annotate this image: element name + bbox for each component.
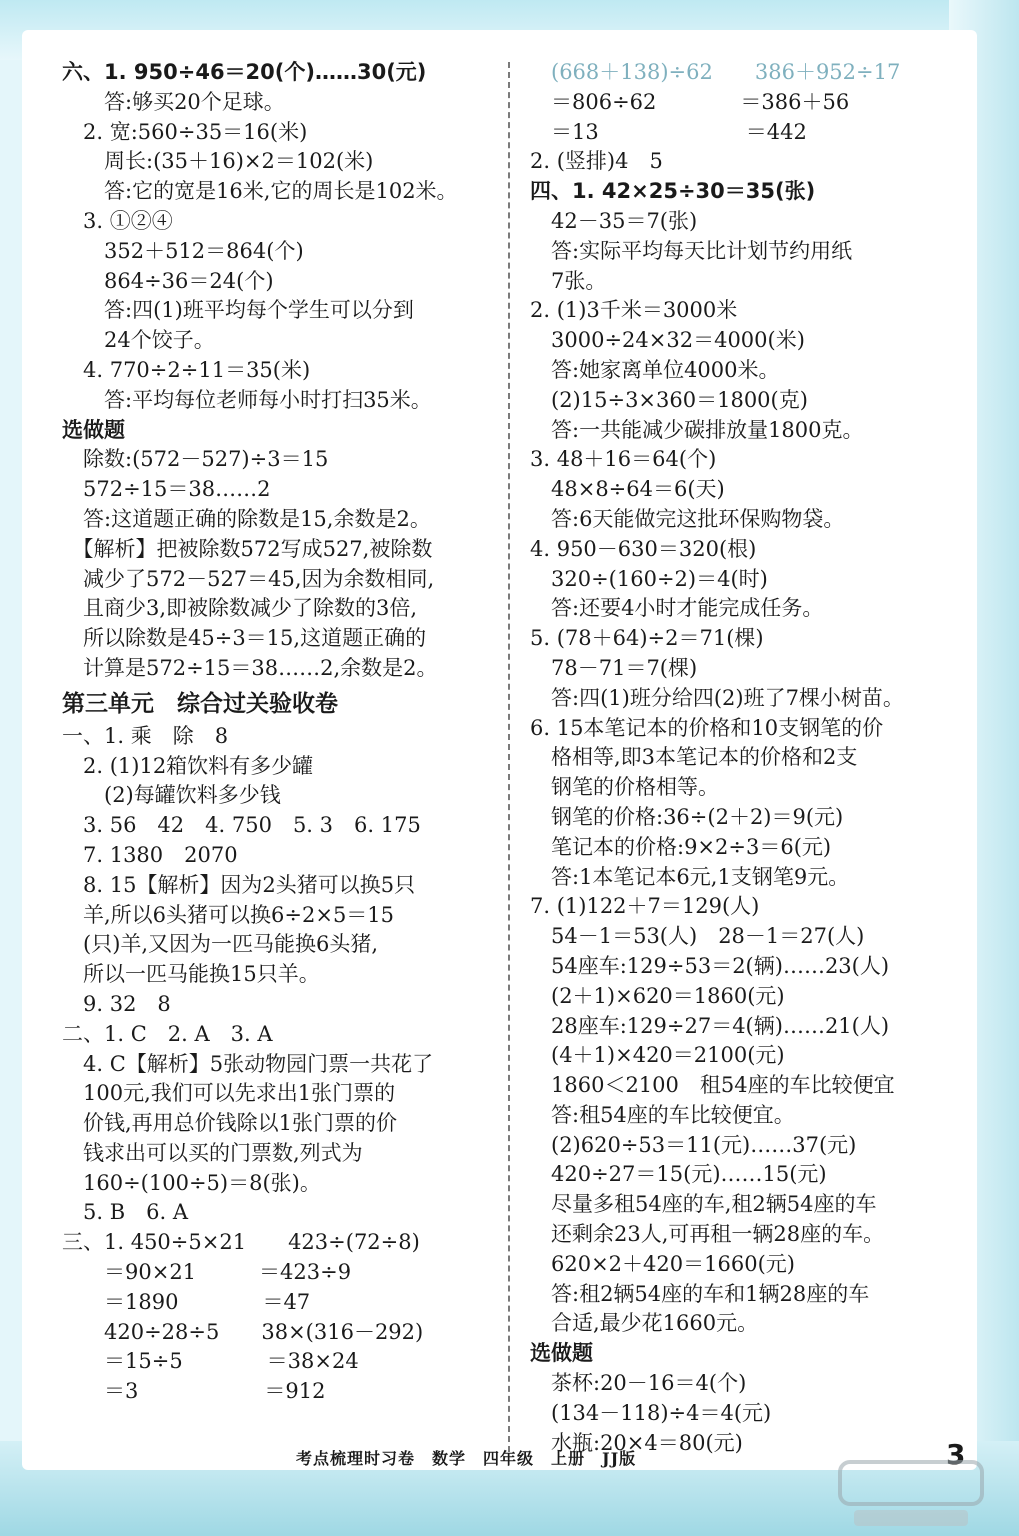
answer-line: 9. 32 8: [62, 991, 171, 1016]
answer-line: 2. (1)3千米＝3000米: [530, 298, 738, 323]
answer-line: (2)每罐饮料多少钱: [62, 783, 281, 808]
answer-line: 2. (竖排)4 5: [530, 149, 663, 174]
answer-line: (2)620÷53＝11(元)……37(元): [530, 1132, 857, 1157]
answer-line: 2. (1)12箱饮料有多少罐: [62, 753, 314, 778]
answer-line: 5. (78＋64)÷2＝71(棵): [530, 626, 764, 651]
calc-line: 三、1. 450÷5×21 423÷(72÷8): [62, 1230, 420, 1255]
calc-line: ＝3 ＝912: [62, 1379, 326, 1404]
answer-line: 答:够买20个足球。: [62, 89, 285, 114]
answer-line: 2. 宽:560÷35＝16(米): [62, 119, 308, 144]
column-divider: [508, 62, 510, 1452]
answer-line: 864÷36＝24(个): [62, 268, 274, 293]
analysis-line: 所以一匹马能换15只羊。: [62, 962, 320, 987]
answer-line: 答:四(1)班平均每个学生可以分到: [62, 298, 414, 323]
answer-line: (2＋1)×620＝1860(元): [530, 983, 785, 1008]
answer-line: 3. 48＋16＝64(个): [530, 447, 717, 472]
answer-line: 钢笔的价格:36÷(2＋2)＝9(元): [530, 804, 844, 829]
answer-line: 答:四(1)班分给四(2)班了7棵小树苗。: [530, 685, 904, 710]
page-footer: 考点梳理时习卷 数学 四年级 上册 JJ版: [296, 1449, 637, 1468]
answer-line: (134－118)÷4＝4(元): [530, 1400, 772, 1425]
answer-line: 24个饺子。: [62, 328, 215, 353]
answer-line: 48×8÷64＝6(天): [530, 477, 725, 502]
calc-line: ＝90×21 ＝423÷9: [62, 1260, 352, 1285]
answer-line: 答:租2辆54座的车和1辆28座的车: [530, 1281, 870, 1306]
answer-line: (2)15÷3×360＝1800(克): [530, 387, 808, 412]
answer-line: 572÷15＝38……2: [62, 477, 271, 502]
analysis-line: 钱求出可以买的门票数,列式为: [62, 1140, 363, 1165]
answer-line: 水瓶:20×4＝80(元): [530, 1430, 743, 1455]
answer-line: 答:一共能减少碳排放量1800克。: [530, 417, 864, 442]
left-column: [62, 58, 492, 1407]
answer-line: 尽量多租54座的车,租2辆54座的车: [530, 1192, 877, 1217]
page-number: 3: [946, 1438, 966, 1471]
answer-line: 7张。: [530, 268, 607, 293]
answer-line: 周长:(35＋16)×2＝102(米): [62, 149, 374, 174]
answer-line: 还剩余23人,可再租一辆28座的车。: [530, 1222, 885, 1247]
answer-line: 420÷27＝15(元)……15(元): [530, 1162, 827, 1187]
answer-line: 答:她家离单位4000米。: [530, 357, 780, 382]
answer-line: 54－1＝53(人) 28－1＝27(人): [530, 924, 865, 949]
unit-title: 第三单元 综合过关验收卷: [62, 690, 338, 717]
watermark-logo: [836, 1458, 986, 1532]
analysis-line: 所以除数是45÷3＝15,这道题正确的: [62, 626, 427, 651]
analysis-line: 160÷(100÷5)＝8(张)。: [62, 1170, 321, 1195]
analysis-line: 4. C【解析】5张动物园门票一共花了: [62, 1051, 434, 1076]
answer-line: 1860＜2100 租54座的车比较便宜: [530, 1073, 895, 1098]
answer-line: 答:租54座的车比较便宜。: [530, 1102, 795, 1127]
answer-line: 答:这道题正确的除数是15,余数是2。: [62, 506, 431, 531]
calc-line: ＝806÷62 ＝386＋56: [530, 89, 850, 114]
answer-line: 28座车:129÷27＝4(辆)……21(人): [530, 1013, 890, 1038]
answer-line: 54座车:129÷53＝2(辆)……23(人): [530, 953, 890, 978]
answer-line: 5. B 6. A: [62, 1200, 189, 1225]
answer-line: 答:还要4小时才能完成任务。: [530, 596, 824, 621]
calc-line: ＝1890 ＝47: [62, 1289, 311, 1314]
analysis-line: 计算是572÷15＝38……2,余数是2。: [62, 655, 438, 680]
answer-line: 答:平均每位老师每小时打扫35米。: [62, 387, 432, 412]
answer-line: 7. (1)122＋7＝129(人): [530, 894, 760, 919]
analysis-line: 100元,我们可以先求出1张门票的: [62, 1081, 396, 1106]
right-column: [530, 58, 970, 1458]
answer-line: 320÷(160÷2)＝4(时): [530, 566, 768, 591]
calc-line: (668＋138)÷62 386＋952÷17: [530, 60, 901, 84]
answer-line: 7. 1380 2070: [62, 842, 238, 867]
analysis-line: 价钱,再用总价钱除以1张门票的价: [62, 1111, 398, 1136]
answer-line: 答:实际平均每天比计划节约用纸: [530, 238, 853, 263]
answer-line: 除数:(572－527)÷3＝15: [62, 447, 329, 472]
answer-line: 钢笔的价格相等。: [530, 775, 719, 800]
answer-line: 78－71＝7(棵): [530, 655, 698, 680]
answer-line: 答:它的宽是16米,它的周长是102米。: [62, 179, 458, 204]
answer-line: 答:1本笔记本6元,1支钢笔9元。: [530, 864, 850, 889]
calc-line: ＝15÷5 ＝38×24: [62, 1349, 359, 1374]
answer-line: 620×2＋420＝1660(元): [530, 1251, 795, 1276]
answer-line: 6. 15本笔记本的价格和10支钢笔的价: [530, 715, 884, 740]
answer-line: 352＋512＝864(个): [62, 238, 304, 263]
answer-line: 3. ①②④: [62, 208, 173, 233]
section-heading: 选做题: [530, 1341, 593, 1366]
answer-line: 4. 950－630＝320(根): [530, 536, 757, 561]
answer-line: 格相等,即3本笔记本的价格和2支: [530, 745, 858, 770]
answer-line: 42－35＝7(张): [530, 208, 698, 233]
answer-line: 答:6天能做完这批环保购物袋。: [530, 506, 845, 531]
analysis-line: 减少了572－527＝45,因为余数相同,: [62, 566, 435, 591]
answer-line: 4. 770÷2÷11＝35(米): [62, 357, 311, 382]
calc-line: 420÷28÷5 38×(316－292): [62, 1319, 424, 1344]
answer-line: 四、1. 42×25÷30＝35(张): [530, 179, 816, 204]
analysis-line: (只)羊,又因为一匹马能换6头猪,: [62, 932, 379, 957]
analysis-line: 羊,所以6头猪可以换6÷2×5＝15: [62, 902, 395, 927]
answer-line: 六、1. 950÷46＝20(个)……30(元): [62, 60, 427, 84]
analysis-line: 且商少3,即被除数减少了除数的3倍,: [62, 596, 418, 621]
calc-line: ＝13 ＝442: [530, 119, 807, 144]
answer-line: 笔记本的价格:9×2÷3＝6(元): [530, 834, 832, 859]
analysis-line: 【解析】把被除数572写成527,被除数: [62, 536, 433, 561]
answer-line: 3000÷24×32＝4000(米): [530, 328, 805, 353]
answer-line: 一、1. 乘 除 8: [62, 723, 229, 748]
section-heading: 选做题: [62, 417, 125, 442]
analysis-line: 8. 15【解析】因为2头猪可以换5只: [62, 872, 416, 897]
answer-line: 二、1. C 2. A 3. A: [62, 1021, 273, 1046]
answer-line: 合适,最少花1660元。: [530, 1311, 759, 1336]
answer-line: 3. 56 42 4. 750 5. 3 6. 175: [62, 813, 421, 838]
answer-line: 茶杯:20－16＝4(个): [530, 1371, 747, 1396]
answer-line: (4＋1)×420＝2100(元): [530, 1043, 785, 1068]
